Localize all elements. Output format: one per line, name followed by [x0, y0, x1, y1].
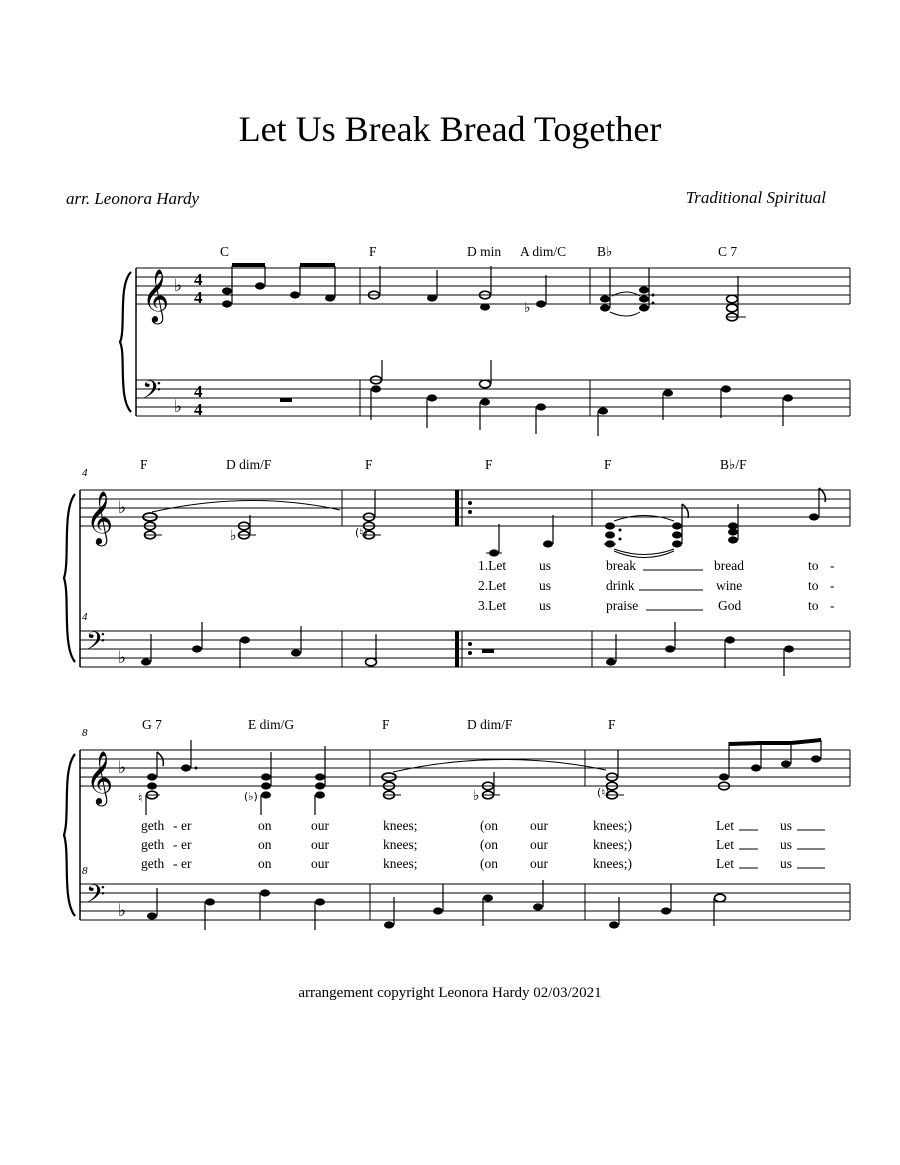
flat-key-icon: ♭	[174, 397, 183, 417]
system-3-symbols	[82, 727, 821, 930]
lyric-syllable: -	[830, 598, 835, 613]
chord-symbol: F	[365, 457, 373, 472]
lyric-syllable: Let	[716, 837, 734, 852]
lyric-syllable: drink	[606, 578, 635, 593]
lyric-syllable: our	[530, 818, 548, 833]
lyric-syllable: -	[173, 856, 178, 871]
lyric-syllable: geth	[141, 818, 165, 833]
svg-text:♭: ♭	[230, 528, 237, 544]
chord-symbol: F	[608, 717, 616, 732]
svg-text:4: 4	[194, 270, 203, 289]
system-1-symbols	[142, 263, 793, 436]
lyric-syllable: break	[606, 558, 636, 573]
lyric-syllable: praise	[606, 598, 639, 613]
flat-key-icon: ♭	[118, 758, 127, 778]
lyric-syllable: -	[173, 818, 178, 833]
lyric-syllable: er	[181, 856, 192, 871]
lyric-syllable: geth	[141, 837, 165, 852]
chord-symbol: B♭	[597, 244, 613, 259]
svg-text:(♮): (♮)	[597, 786, 610, 799]
lyric-syllable: us	[780, 837, 793, 852]
bass-clef-icon: 𝄢	[86, 627, 106, 662]
chord-symbol: D dim/F	[467, 717, 513, 732]
chord-symbol: C	[220, 244, 230, 259]
bass-clef-icon: 𝄢	[86, 880, 106, 915]
lyric-syllable: Let	[716, 818, 734, 833]
lyric-syllable: us	[539, 558, 552, 573]
treble-clef-icon: 𝄞	[142, 268, 170, 322]
lyric-syllable: -	[173, 837, 178, 852]
arranger-credit: arr. Leonora Hardy	[66, 189, 200, 208]
chord-symbol: C 7	[718, 244, 738, 259]
svg-text:(♮): (♮)	[355, 526, 368, 539]
svg-text:♭: ♭	[473, 788, 480, 804]
lyric-syllable: (on	[480, 837, 498, 852]
svg-text:4: 4	[194, 400, 203, 419]
lyric-syllable: our	[530, 856, 548, 871]
lyric-syllable: our	[311, 818, 329, 833]
chord-symbol: F	[485, 457, 493, 472]
system-2-lyrics	[478, 558, 835, 613]
bass-staff-3	[80, 884, 850, 920]
lyric-syllable: us	[539, 578, 552, 593]
lyric-syllable: on	[258, 818, 272, 833]
chord-symbol: G 7	[142, 717, 162, 732]
lyric-syllable: to	[808, 598, 819, 613]
svg-text:4: 4	[194, 382, 203, 401]
lyric-syllable: us	[780, 856, 793, 871]
bass-clef-icon: 𝄢	[142, 376, 162, 411]
chord-symbol: F	[604, 457, 612, 472]
lyric-syllable: knees;	[383, 837, 418, 852]
lyric-syllable: us	[539, 598, 552, 613]
chord-symbol: B♭/F	[720, 457, 747, 472]
treble-staff-1	[136, 268, 850, 304]
svg-text:♭: ♭	[524, 300, 531, 316]
system-3-chords	[142, 717, 616, 732]
flat-key-icon: ♭	[174, 276, 183, 296]
lyric-syllable: 2.Let	[478, 578, 507, 593]
svg-text:(♭): (♭)	[244, 790, 258, 803]
svg-text:8: 8	[82, 865, 88, 877]
copyright-notice: arrangement copyright Leonora Hardy 02/03/2021	[298, 985, 602, 1001]
system-3-lyrics	[141, 818, 825, 871]
lyric-syllable: 1.Let	[478, 558, 507, 573]
chord-symbol: F	[369, 244, 377, 259]
lyric-syllable: our	[530, 837, 548, 852]
chord-symbol: F	[140, 457, 148, 472]
lyric-syllable: knees;)	[593, 856, 632, 871]
lyric-syllable: to	[808, 578, 819, 593]
svg-text:4: 4	[194, 288, 203, 307]
chord-symbol: D dim/F	[226, 457, 272, 472]
flat-key-icon: ♭	[118, 901, 127, 921]
lyric-syllable: geth	[141, 856, 165, 871]
lyric-syllable: our	[311, 837, 329, 852]
system-2-chords	[140, 457, 747, 472]
lyric-syllable: on	[258, 856, 272, 871]
lyric-syllable: on	[258, 837, 272, 852]
system-3	[64, 750, 850, 920]
bass-staff-1	[136, 380, 850, 416]
lyric-syllable: our	[311, 856, 329, 871]
chord-symbol: E dim/G	[248, 717, 295, 732]
lyric-syllable: us	[780, 818, 793, 833]
svg-text:♮: ♮	[138, 791, 143, 805]
treble-clef-icon: 𝄞	[86, 750, 114, 804]
lyric-syllable: God	[718, 598, 742, 613]
chord-symbol: F	[382, 717, 390, 732]
lyric-syllable: Let	[716, 856, 734, 871]
lyric-syllable: -	[830, 578, 835, 593]
system-1-chords	[220, 244, 737, 259]
lyric-syllable: bread	[714, 558, 744, 573]
lyric-syllable: wine	[716, 578, 743, 593]
lyric-syllable: knees;	[383, 818, 418, 833]
lyric-syllable: er	[181, 837, 192, 852]
lyric-syllable: 3.Let	[478, 598, 507, 613]
treble-staff-2	[80, 490, 850, 526]
flat-key-icon: ♭	[118, 498, 127, 518]
flat-key-icon: ♭	[118, 648, 127, 668]
lyric-syllable: knees;)	[593, 837, 632, 852]
chord-symbol: A dim/C	[520, 244, 567, 259]
chord-symbol: D min	[467, 244, 502, 259]
lyric-syllable: (on	[480, 818, 498, 833]
lyric-syllable: knees;	[383, 856, 418, 871]
measure-number: 4	[82, 467, 88, 479]
lyric-syllable: knees;)	[593, 818, 632, 833]
lyric-syllable: er	[181, 818, 192, 833]
lyric-syllable: to	[808, 558, 819, 573]
composer-credit: Traditional Spiritual	[685, 188, 826, 207]
treble-clef-icon: 𝄞	[86, 490, 114, 544]
lyric-syllable: (on	[480, 856, 498, 871]
lyric-syllable: -	[830, 558, 835, 573]
svg-text:4: 4	[82, 611, 88, 623]
score-title: Let Us Break Bread Together	[238, 109, 662, 149]
measure-number: 8	[82, 727, 88, 739]
